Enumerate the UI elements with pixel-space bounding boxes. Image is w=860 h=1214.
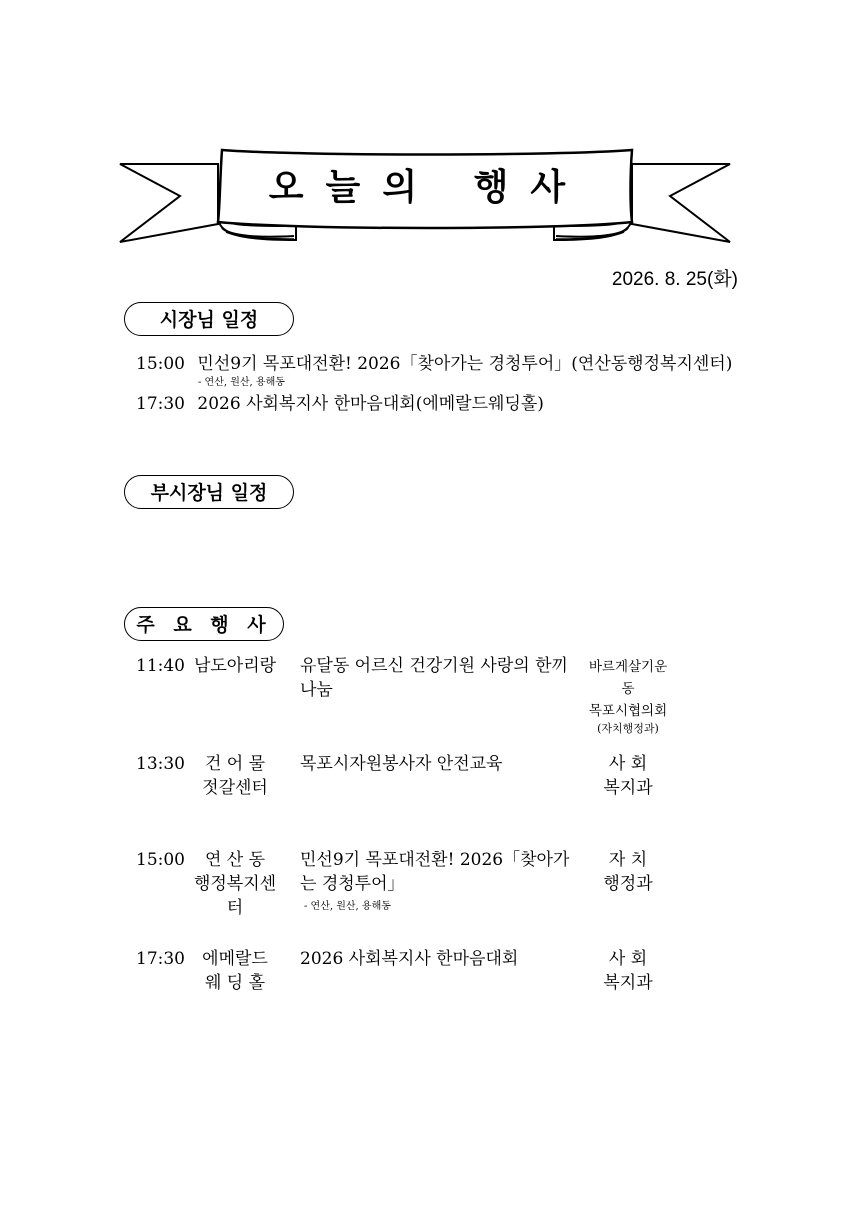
date-label: 2026. 8. 25(화)	[611, 269, 738, 290]
event-dept	[588, 752, 668, 800]
event-title: 유달동 어르신 건강기원 사랑의 한끼 나눔	[300, 656, 568, 700]
event-place-line: 연 산 동	[204, 850, 266, 870]
schedule-time: 15:00	[136, 354, 185, 374]
event-place-line: 행정복지센터	[193, 874, 277, 918]
event-place-line: 남도아리랑	[193, 656, 277, 676]
event-title: 목포시자원봉사자 안전교육	[300, 754, 503, 774]
event-dept-line: 행정과	[603, 874, 653, 894]
event-dept-sub: (자치행정과)	[597, 722, 659, 735]
event-dept-line: 사 회	[608, 949, 648, 969]
event-place-line: 건 어 물	[204, 754, 266, 774]
main-events-heading: 주 요 행 사	[124, 607, 284, 641]
event-dept	[588, 947, 668, 995]
event-place-line: 웨 딩 홀	[204, 973, 266, 993]
event-time: 15:00	[136, 850, 185, 870]
event-title: 민선9기 목포대전환! 2026「찾아가는 경청투어」	[300, 850, 570, 894]
mayor-schedule-item	[136, 389, 544, 414]
event-dept	[588, 656, 668, 736]
schedule-text: 민선9기 목포대전환! 2026「찾아가는 경청투어」(연산동행정복지센터)	[197, 354, 733, 374]
schedule-time: 17:30	[136, 394, 185, 414]
event-dept-line: 목포시협의회	[588, 703, 668, 719]
mayor-schedule-item	[136, 349, 732, 374]
event-place	[190, 752, 280, 800]
event-note: - 연산, 원산, 용해동	[304, 901, 391, 912]
title-banner	[118, 146, 732, 246]
event-place-line: 젓갈센터	[202, 778, 268, 798]
schedule-text: 2026 사회복지사 한마음대회(에메랄드웨딩홀)	[197, 394, 544, 414]
event-place	[190, 848, 280, 920]
mayor-schedule-heading: 시장님 일정	[124, 302, 294, 336]
event-title: 2026 사회복지사 한마음대회	[300, 949, 519, 969]
vice-mayor-schedule-heading: 부시장님 일정	[124, 475, 294, 509]
event-time: 13:30	[136, 754, 185, 774]
event-dept-line: 복지과	[603, 778, 653, 798]
event-dept	[588, 848, 668, 896]
schedule-note: - 연산, 원산, 용해동	[198, 377, 285, 388]
event-time: 11:40	[136, 656, 185, 676]
page-title: 오늘의 행사	[268, 167, 588, 208]
event-dept-line: 자 치	[608, 850, 648, 870]
event-place	[190, 947, 280, 995]
event-dept-line: 복지과	[603, 973, 653, 993]
event-dept-line: 바르게살기운동	[588, 659, 668, 697]
event-place	[190, 654, 280, 678]
event-time: 17:30	[136, 949, 185, 969]
event-place-line: 에메랄드	[202, 949, 268, 969]
event-dept-line: 사 회	[608, 754, 648, 774]
